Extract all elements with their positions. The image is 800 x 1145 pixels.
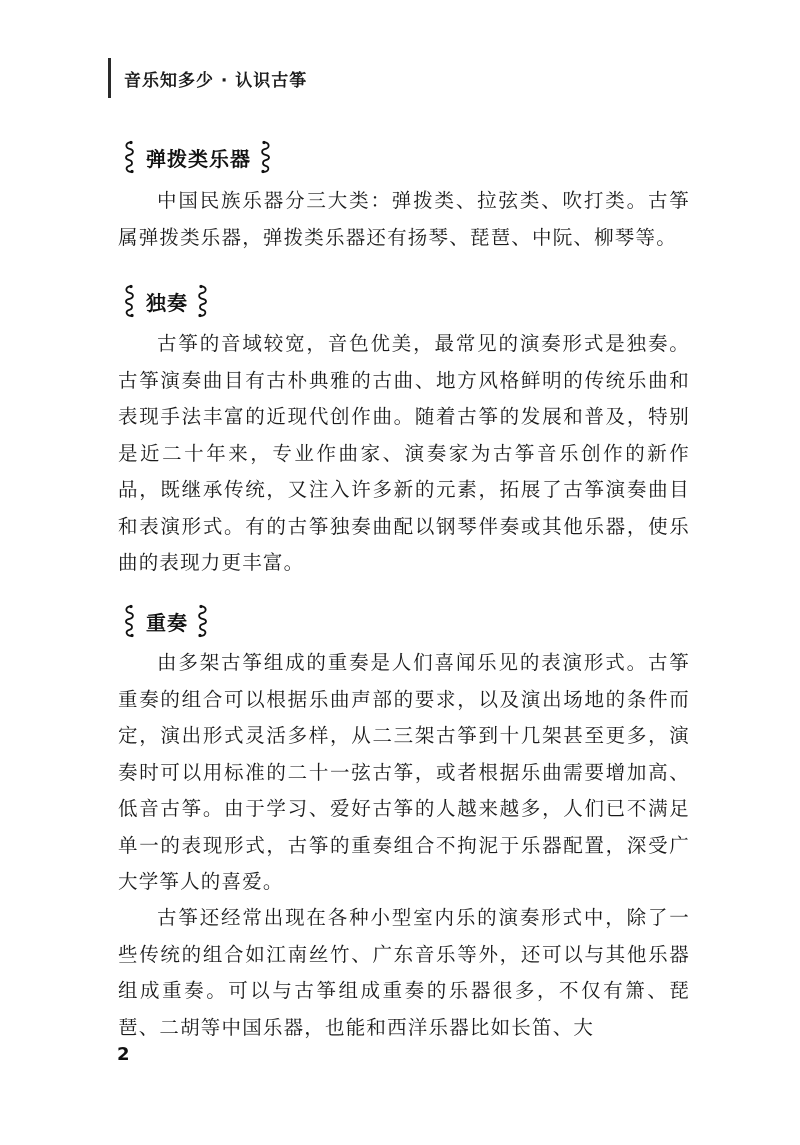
- scroll-ornament-icon: [196, 604, 210, 638]
- scroll-ornament-icon: [122, 140, 136, 174]
- page-number: 2: [117, 1044, 130, 1065]
- scroll-ornament-icon: [196, 284, 210, 318]
- section-heading-text: 独奏: [146, 290, 188, 315]
- section-heading-ensemble: [122, 601, 210, 641]
- section-heading-text: 弹拨类乐器: [146, 146, 251, 171]
- running-header-title: 音乐知多少 · 认识古筝: [124, 70, 308, 91]
- section-heading-plucked: [122, 137, 273, 177]
- section-heading-text: 重奏: [146, 610, 188, 635]
- paragraph: 中国民族乐器分三大类：弹拨类、拉弦类、吹打类。古筝属弹拨类乐器，弹拨类乐器还有扬琴、琵琶、中阮、柳琴等。: [118, 189, 690, 249]
- scroll-ornament-icon: [259, 140, 273, 174]
- section-heading-solo: [122, 281, 210, 321]
- scroll-ornament-icon: [122, 284, 136, 318]
- paragraph: 由多架古筝组成的重奏是人们喜闻乐见的表演形式。古筝重奏的组合可以根据乐曲声部的要求，以及演出场地的条件而定，演出形式灵活多样，从二三架古筝到十几架甚至更多，演奏时可以用标准的二十一弦古筝，或者根据乐曲需要增加高、低音古筝。由于学习、爱好古筝的人越来越多，人们已不满足单一的表现形式，古筝的重奏组合不拘泥于乐器配置，深受广大学筝人的喜爱。: [118, 651, 690, 893]
- header-rule: [108, 58, 111, 98]
- scroll-ornament-icon: [122, 604, 136, 638]
- paragraph: 古筝的音域较宽，音色优美，最常见的演奏形式是独奏。古筝演奏曲目有古朴典雅的古曲、地方风格鲜明的传统乐曲和表现手法丰富的近现代创作曲。随着古筝的发展和普及，特别是近二十年来，专业作曲家、演奏家为古筝音乐创作的新作品，既继承传统，又注入许多新的元素，拓展了古筝演奏曲目和表演形式。有的古筝独奏曲配以钢琴伴奏或其他乐器，使乐曲的表现力更丰富。: [118, 332, 690, 574]
- running-header: [108, 58, 307, 98]
- paragraph: 古筝还经常出现在各种小型室内乐的演奏形式中，除了一些传统的组合如江南丝竹、广东音乐等外，还可以与其他乐器组成重奏。可以与古筝组成重奏的乐器很多，不仅有箫、琵琶、二胡等中国乐器，也能和西洋乐器比如长笛、大: [118, 906, 690, 1039]
